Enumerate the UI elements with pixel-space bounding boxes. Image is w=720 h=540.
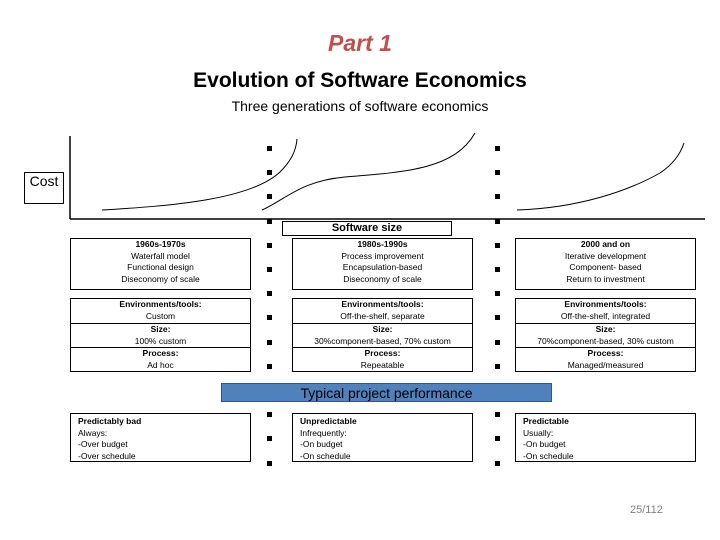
gen1-size-value: 100% custom <box>134 335 187 346</box>
separator-dot <box>267 243 272 248</box>
gen2-line: Process improvement <box>341 250 424 261</box>
separator-dot <box>495 146 500 151</box>
page-number: 25/112 <box>630 504 663 516</box>
separator-dot <box>495 461 500 466</box>
gen3-process-label: Process: <box>587 348 624 358</box>
separator-dot <box>495 436 500 441</box>
gen2-line: Diseconomy of scale <box>343 273 422 284</box>
gen1-env-cell <box>71 299 250 324</box>
separator-dot <box>267 267 272 272</box>
separator-dot <box>267 291 272 296</box>
slide-title: Evolution of Software Economics <box>193 69 527 92</box>
gen1-overview <box>70 238 251 290</box>
separator-dot <box>495 170 500 175</box>
gen1-line: Diseconomy of scale <box>121 273 200 284</box>
gen1-size-cell <box>71 324 250 348</box>
gen3-size-cell <box>516 324 695 348</box>
gen3-perf-line: -On schedule <box>523 450 574 461</box>
gen1-process-value: Ad hoc <box>147 359 174 370</box>
separator-dot <box>495 267 500 272</box>
gen1-env-value: Custom <box>145 310 176 321</box>
performance-banner: Typical project performance <box>221 383 552 402</box>
gen3-env-cell <box>516 299 695 324</box>
gen3-perf-line: -On budget <box>523 439 566 449</box>
gen3-line: Component- based <box>569 262 642 272</box>
gen1-line: Functional design <box>127 262 194 272</box>
slide-subtitle: Three generations of software economics <box>231 98 489 114</box>
cost-curves-chart <box>0 0 720 240</box>
gen2-env-label: Environments/tools: <box>341 299 424 309</box>
separator-dot <box>267 219 272 224</box>
gen3-perf-title: Predictable <box>523 416 569 426</box>
gen2-process-value: Repeatable <box>360 359 405 370</box>
separator-dot <box>267 315 272 320</box>
gen1-env-label: Environments/tools: <box>119 299 202 309</box>
curve-gen2 <box>262 133 475 210</box>
separator-dot <box>267 146 272 151</box>
separator-dot <box>267 194 272 199</box>
separator-dot <box>495 315 500 320</box>
separator-dot <box>495 291 500 296</box>
size-axis-label: Software size <box>282 221 452 236</box>
separator-dot <box>267 436 272 441</box>
separator-dot <box>495 194 500 199</box>
separator-dot <box>267 412 272 417</box>
part-heading: Part 1 <box>328 30 392 56</box>
gen2-period: 1980s-1990s <box>357 239 408 249</box>
gen1-perf-line: -Over budget <box>78 439 128 449</box>
separator-dot <box>267 340 272 345</box>
gen3-details <box>515 298 696 372</box>
gen3-env-label: Environments/tools: <box>564 299 647 309</box>
gen3-overview <box>515 238 696 290</box>
gen1-perf-title: Predictably bad <box>78 416 142 426</box>
curve-gen3 <box>517 143 684 210</box>
separator-dot <box>267 170 272 175</box>
gen3-process-value: Managed/measured <box>567 359 644 370</box>
gen1-process-cell <box>71 348 250 371</box>
gen2-perf-line: Infrequently: <box>300 427 347 438</box>
gen1-performance <box>70 413 251 462</box>
gen2-perf-line: -On budget <box>300 439 343 449</box>
gen1-size-label: Size: <box>150 324 171 334</box>
gen1-details <box>70 298 251 372</box>
gen2-process-label: Process: <box>364 348 401 358</box>
separator-dot <box>495 243 500 248</box>
gen2-env-cell <box>293 299 472 324</box>
gen3-line: Iterative development <box>564 250 647 261</box>
gen1-line: Waterfall model <box>131 250 190 261</box>
gen3-perf-line: Usually: <box>523 427 554 438</box>
gen2-perf-title: Unpredictable <box>300 416 357 426</box>
gen2-size-cell <box>293 324 472 348</box>
cost-axis-label: Cost <box>24 172 64 204</box>
gen1-perf-line: Always: <box>78 427 108 438</box>
gen1-period: 1960s-1970s <box>135 239 186 249</box>
separator-dot <box>267 461 272 466</box>
gen3-line: Return to investment <box>566 273 645 284</box>
gen2-overview <box>292 238 473 290</box>
gen3-performance <box>515 413 696 462</box>
gen2-size-value: 30%component-based, 70% custom <box>314 335 451 346</box>
gen3-size-value: 70%component-based, 30% custom <box>537 335 674 346</box>
gen2-size-label: Size: <box>372 324 393 334</box>
gen2-process-cell <box>293 348 472 371</box>
separator-dot <box>495 340 500 345</box>
gen2-details <box>292 298 473 372</box>
gen2-line: Encapsulation-based <box>342 262 423 272</box>
gen3-period: 2000 and on <box>580 239 631 249</box>
gen1-process-label: Process: <box>142 348 179 358</box>
separator-dot <box>495 219 500 224</box>
gen2-perf-line: -On schedule <box>300 450 351 461</box>
gen3-process-cell <box>516 348 695 371</box>
separator-dot <box>495 412 500 417</box>
gen1-perf-line: -Over schedule <box>78 450 136 461</box>
gen3-env-value: Off-the-shelf, integrated <box>560 310 651 321</box>
separator-dot <box>495 364 500 369</box>
gen2-performance <box>292 413 473 462</box>
separator-dot <box>267 364 272 369</box>
gen3-size-label: Size: <box>595 324 616 334</box>
gen2-env-value: Off-the-shelf, separate <box>340 310 425 321</box>
